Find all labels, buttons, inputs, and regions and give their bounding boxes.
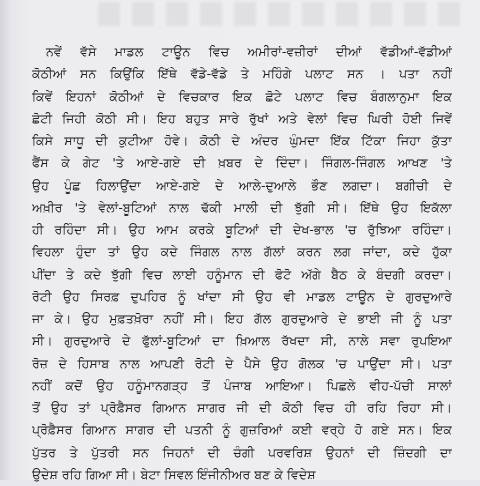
text-line: ਅਖ਼ੀਰ 'ਤੇ ਵੇਲਾਂ-ਬੂਟਿਆਂ ਨਾਲ ਢੱਕੀ ਮਾਲੀ ਦੀ ਝੁੱਗੀ ਸੀ। ਇੱਥੇ ਉਹ ਇਕੱਲਾ (32, 199, 452, 215)
text-line: ਰੋਟੀ ਉਹ ਸਿਰਫ਼ ਦੁਪਹਿਰ ਨੂੰ ਖਾਂਦਾ ਸੀ ਉਹ ਵੀ ਮਾਡਲ ਟਾਊਨ ਦੇ ਗੁਰਦੁਆਰੇ (32, 288, 452, 304)
text-line: ਵਿਹਲਾ ਹੁੰਦਾ ਤਾਂ ਉਹ ਕਦੇ ਜਿੰਗਲ ਨਾਲ ਗੱਲਾਂ ਕਰਨ ਲਗ ਜਾਂਦਾ, ਕਦੇ ਹੁੱਕਾ (32, 244, 452, 260)
text-line: ਸੀ। ਗੁਰਦੁਆਰੇ ਦੇ ਫੁੱਲਾਂ-ਬੂਟਿਆਂ ਦਾ ਖ਼ਿਆਲ ਰੱਖਦਾ ਸੀ, ਨਾਲੇ ਸਵਾ ਰੁਪਇਆ (32, 333, 452, 349)
text-line: ਨਵੇਂ ਵੱਸੇ ਮਾਡਲ ਟਾਊਨ ਵਿਚ ਅਮੀਰਾਂ-ਵਜ਼ੀਰਾਂ ਦੀਆਂ ਵੱਡੀਆਂ-ਵੱਡੀਆਂ (46, 44, 452, 59)
text-line: ਨਹੀਂ ਕਦੋਂ ਉਹ ਹਨੂੰਮਾਨਗੜ੍ਹ ਤੋਂ ਪੰਜਾਬ ਆਇਆ। ਪਿਛਲੇ ਵੀਹ-ਪੱਚੀ ਸਾਲਾਂ (32, 377, 452, 393)
text-line: ਕਿਸੇ ਸਾਧੂ ਦੀ ਕੁਟੀਆ ਹੋਵੇ। ਕੋਠੀ ਦੇ ਅੰਦਰ ਘੁੰਮਦਾ ਇੱਕ ਟਿੱਕਾ ਜਿਹਾ ਕੁੱਤਾ (32, 133, 452, 148)
text-line: ਛੋਟੀ ਜਿਹੀ ਕੋਠੀ ਸੀ। ਇਹ ਬਹੁਤ ਸਾਰੇ ਰੁੱਖਾਂ ਅਤੇ ਵੇਲਾਂ ਵਿਚ ਘਿਰੀ ਹੋਈ ਜਿਵੇਂ (32, 110, 452, 126)
text-line: ਜਾ ਕੇ। ਉਹ ਮੁਫ਼ਤਖ਼ੋਰਾ ਨਹੀਂ ਸੀ। ਇਹ ਗੱਲ ਗੁਰਦੁਆਰੇ ਦੇ ਭਾਈ ਜੀ ਨੂੰ ਪਤਾ (32, 311, 452, 326)
text-line: ਉਹ ਪੂੰਛ ਹਿਲਾਉਂਦਾ ਆਏ-ਗਏ ਦੇ ਆਲੇ-ਦੁਆਲੇ ਭੌਣ ਲਗਦਾ। ਬਗੀਚੀ ਦੇ (32, 177, 452, 193)
page-body-text (32, 41, 452, 486)
text-line: ਹੀ ਰਹਿੰਦਾ ਸੀ। ਉਹ ਆਮ ਕਰਕੇ ਬੂਟਿਆਂ ਦੀ ਦੇਖ-ਭਾਲ 'ਚ ਰੁੱਝਿਆ ਰਹਿੰਦਾ। (32, 222, 452, 237)
text-line: ਤੋਂ ਉਹ ਤਾਂ ਪ੍ਰੋਫ਼ੈਸਰ ਗਿਆਨ ਸਾਗਰ ਜੀ ਦੀ ਕੋਠੀ ਵਿਚ ਹੀ ਰਹਿ ਰਿਹਾ ਸੀ। (32, 400, 452, 415)
text-line: ਰੋਜ਼ ਦੇ ਹਿਸਾਬ ਨਾਲ ਆਪਣੀ ਰੋਟੀ ਦੇ ਪੈਸੇ ਉਹ ਗੋਲਕ 'ਚ ਪਾਉਂਦਾ ਸੀ। ਪਤਾ (32, 355, 452, 371)
text-line: ਪੀਂਦਾ ਤੇ ਕਦੇ ਝੁੱਗੀ ਵਿਚ ਲਾਈ ਹਨੂੰਮਾਨ ਦੀ ਫੋਟੋ ਅੱਗੇ ਬੈਠ ਕੇ ਬੰਦਗੀ ਕਰਦਾ। (32, 266, 452, 282)
text-line: ਪੁੱਤਰ ਤੇ ਪੁੱਤਰੀ ਸਨ ਜਿਹਨਾਂ ਦੀ ਚੰਗੀ ਪਰਵਰਿਸ਼ ਉਹਨਾਂ ਦੀ ਜ਼ਿੰਦਗੀ ਦਾ (32, 444, 452, 460)
text-line: ਪ੍ਰੋਫ਼ੈਸਰ ਗਿਆਨ ਸਾਗਰ ਦੀ ਪਤਨੀ ਨੂੰ ਗੁਜ਼ਰਿਆਂ ਕਈ ਵਰ੍ਹੇ ਹੋ ਗਏ ਸਨ। ਇਕ (32, 422, 452, 438)
text-line: ਕਿਵੇਂ ਇਹਨਾਂ ਕੋਠੀਆਂ ਦੇ ਵਿਚਕਾਰ ਇਕ ਛੋਟੇ ਪਲਾਟ ਵਿਚ ਬੰਗਲਾਨੁਮਾ ਇਕ (32, 88, 452, 104)
text-line: ਫੈਂਸ ਕੇ ਗੇਟ 'ਤੇ ਆਏ-ਗਏ ਦੀ ਖ਼ਬਰ ਦੇ ਦਿੰਦਾ। ਜਿੰਗਲ-ਜਿੰਗਲ ਆਖਣ 'ਤੇ (32, 155, 452, 171)
show-through-text (98, 2, 468, 26)
text-line: ਕੋਠੀਆਂ ਸਨ ਕਿਉਂਕਿ ਇੱਥੇ ਵੱਡੇ-ਵੱਡੇ ਤੇ ਮਹਿੰਗੇ ਪਲਾਟ ਸਨ । ਪਤਾ ਨਹੀਂ (32, 66, 452, 82)
text-line: ਉਦੇਸ਼ ਰਹਿ ਗਿਆ ਸੀ। ਬੇਟਾ ਸਿਵਲ ਇੰਜੀਨੀਅਰ ਬਣ ਕੇ ਵਿਦੇਸ਼ (32, 466, 316, 482)
